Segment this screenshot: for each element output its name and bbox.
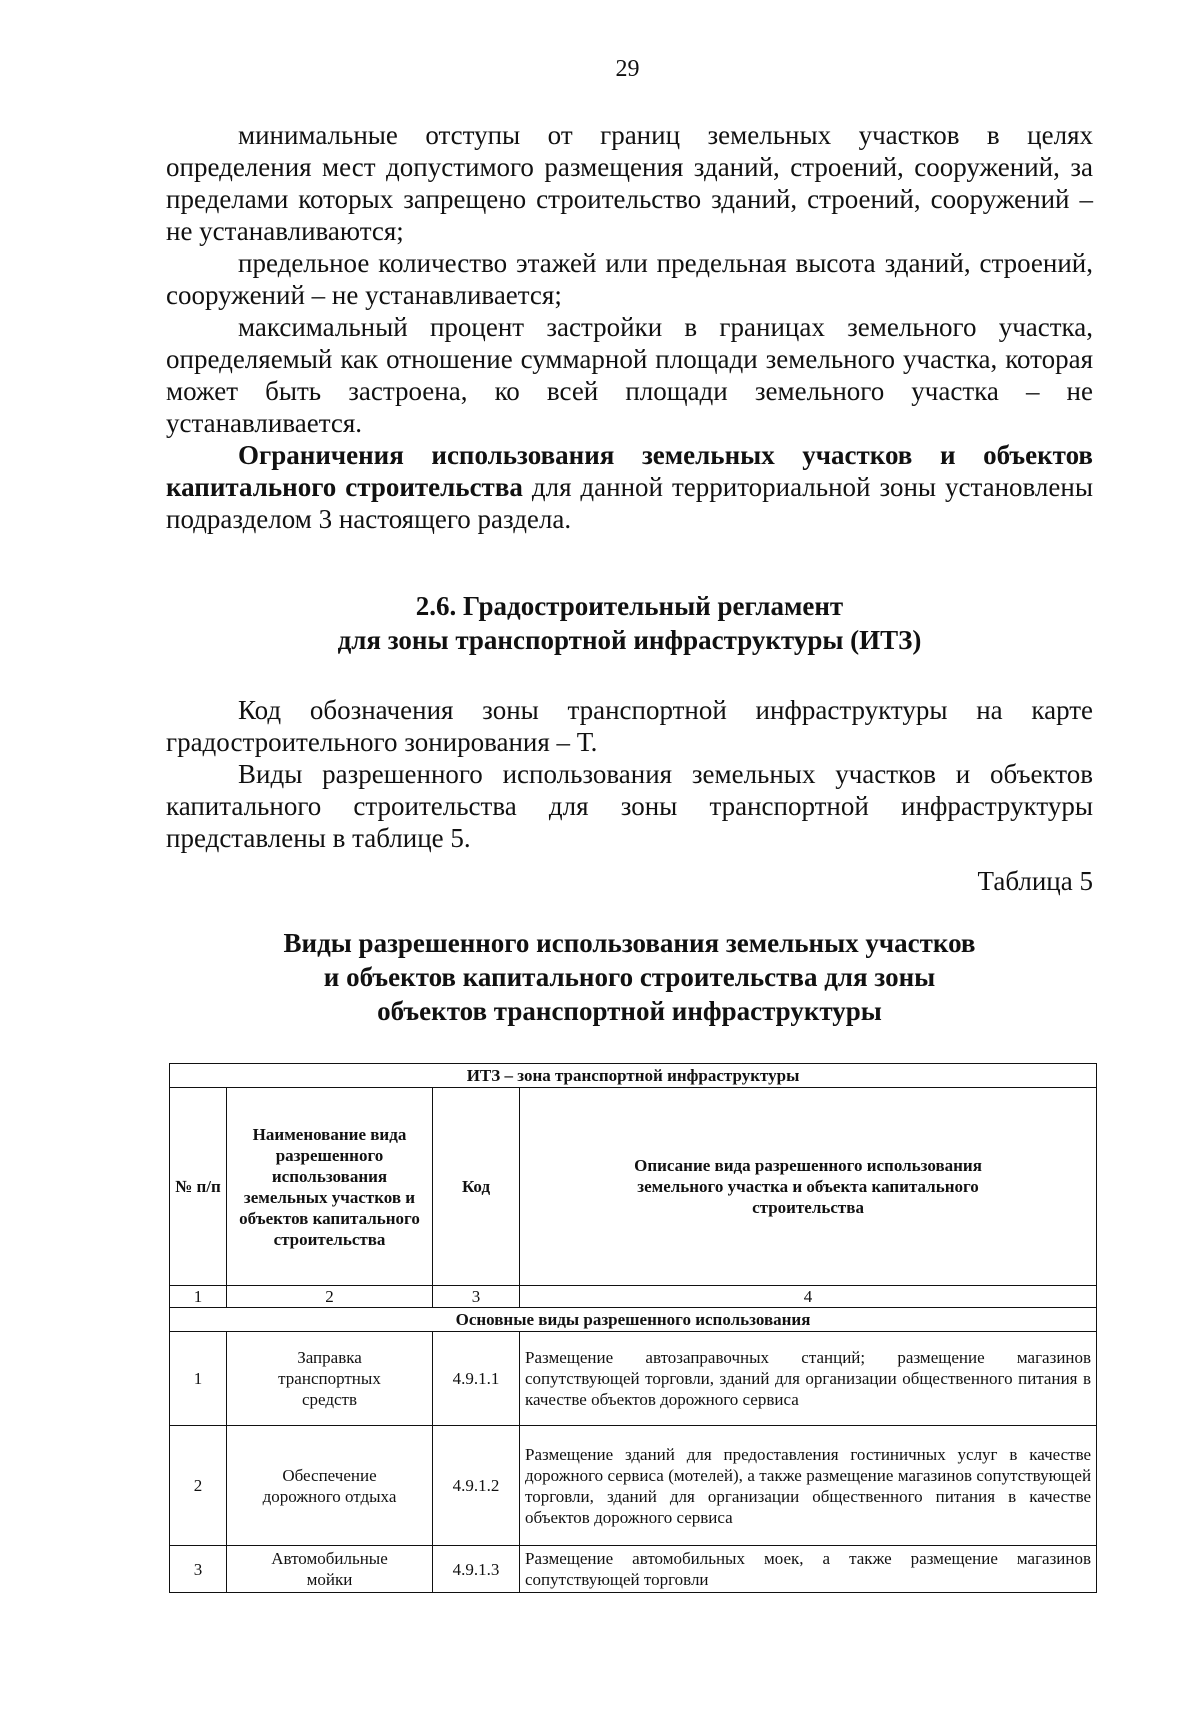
row-code: 4.9.1.3 (433, 1546, 520, 1593)
restrictions-text: для данной территориальной зоны установлены подразделом 3 настоящего раздела. (166, 472, 1093, 534)
row-code: 4.9.1.2 (433, 1426, 520, 1546)
row-description: Размещение автозаправочных станций; размещение магазинов сопутствующей торговли, зданий для организации общественного питания в качестве объектов дорожного сервиса (520, 1332, 1097, 1426)
group-header-cell: Основные виды разрешенного использования (170, 1308, 1097, 1332)
table-label: Таблица 5 (977, 866, 1093, 896)
top-paragraphs (166, 119, 1093, 535)
row-num: 1 (170, 1332, 227, 1426)
paragraph-restrictions (166, 439, 1093, 535)
paragraph-zone-code: Код обозначения зоны транспортной инфраструктуры на карте градостроительного зонирования – Т. (166, 695, 1093, 757)
section-title-line-1: 2.6. Градостроительный регламент (415, 591, 844, 621)
column-number-row (170, 1286, 1097, 1308)
row-name: Обеспечение дорожного отдыха (227, 1426, 433, 1546)
header-description: Описание вида разрешенного использования земельного участка и объекта капитального строительства (520, 1088, 1097, 1286)
row-num: 2 (170, 1426, 227, 1546)
row-name: Автомобильные мойки (227, 1546, 433, 1593)
paragraph-setbacks: минимальные отступы от границ земельных участков в целях определения мест допустимого размещения зданий, строений, сооружений, за пределами которых запрещено строительство зданий, строений, сооружений – не устанавливаются; (166, 120, 1093, 246)
section-paragraphs (166, 694, 1093, 854)
restrictions-bold-text: Ограничения использования земельных участков и объектов капитального строительства (166, 440, 1093, 502)
section-title-line-2: для зоны транспортной инфраструктуры (ИТЗ) (337, 625, 922, 655)
paragraph-table-reference: Виды разрешенного использования земельных участков и объектов капитального строительства для зоны транспортной инфраструктуры представлены в таблице 5. (166, 759, 1093, 853)
group-header-row (170, 1308, 1097, 1332)
zone-header-cell: ИТЗ – зона транспортной инфраструктуры (170, 1064, 1097, 1088)
permitted-use-table (169, 1063, 1097, 1593)
table-row (170, 1426, 1097, 1546)
section-title (166, 589, 1093, 657)
column-number-cell: 4 (520, 1286, 1097, 1308)
header-name: Наименование вида разрешенного использования земельных участков и объектов капитального строительства (227, 1088, 433, 1286)
row-code: 4.9.1.1 (433, 1332, 520, 1426)
row-description: Размещение зданий для предоставления гостиничных услуг в качестве дорожного сервиса (мотелей), а также размещение магазинов сопутствующей торговли, зданий для организации общественного питания в качестве объектов дорожного сервиса (520, 1426, 1097, 1546)
table-row (170, 1546, 1097, 1593)
row-num: 3 (170, 1546, 227, 1593)
column-number-cell: 2 (227, 1286, 433, 1308)
zone-header-row (170, 1064, 1097, 1088)
table-row (170, 1332, 1097, 1426)
table-title (166, 926, 1093, 1028)
table-title-line-1: Виды разрешенного использования земельных участков (283, 928, 976, 958)
paragraph-floors: предельное количество этажей или предельная высота зданий, строений, сооружений – не устанавливается; (166, 248, 1093, 310)
header-code: Код (433, 1088, 520, 1286)
page-number: 29 (615, 56, 640, 82)
row-description: Размещение автомобильных моек, а также размещение магазинов сопутствующей торговли (520, 1546, 1097, 1593)
column-number-cell: 3 (433, 1286, 520, 1308)
table-title-line-2: и объектов капитального строительства для зоны (323, 962, 936, 992)
row-name: Заправка транспортных средств (227, 1332, 433, 1426)
column-number-cell: 1 (170, 1286, 227, 1308)
paragraph-building-percent: максимальный процент застройки в границах земельного участка, определяемый как отношение суммарной площади земельного участка, которая может быть застроена, ко всей площади земельного участка – не устанавливается. (166, 312, 1093, 438)
table-title-line-3: объектов транспортной инфраструктуры (377, 996, 882, 1026)
column-header-row (170, 1088, 1097, 1286)
header-num: № п/п (170, 1088, 227, 1286)
